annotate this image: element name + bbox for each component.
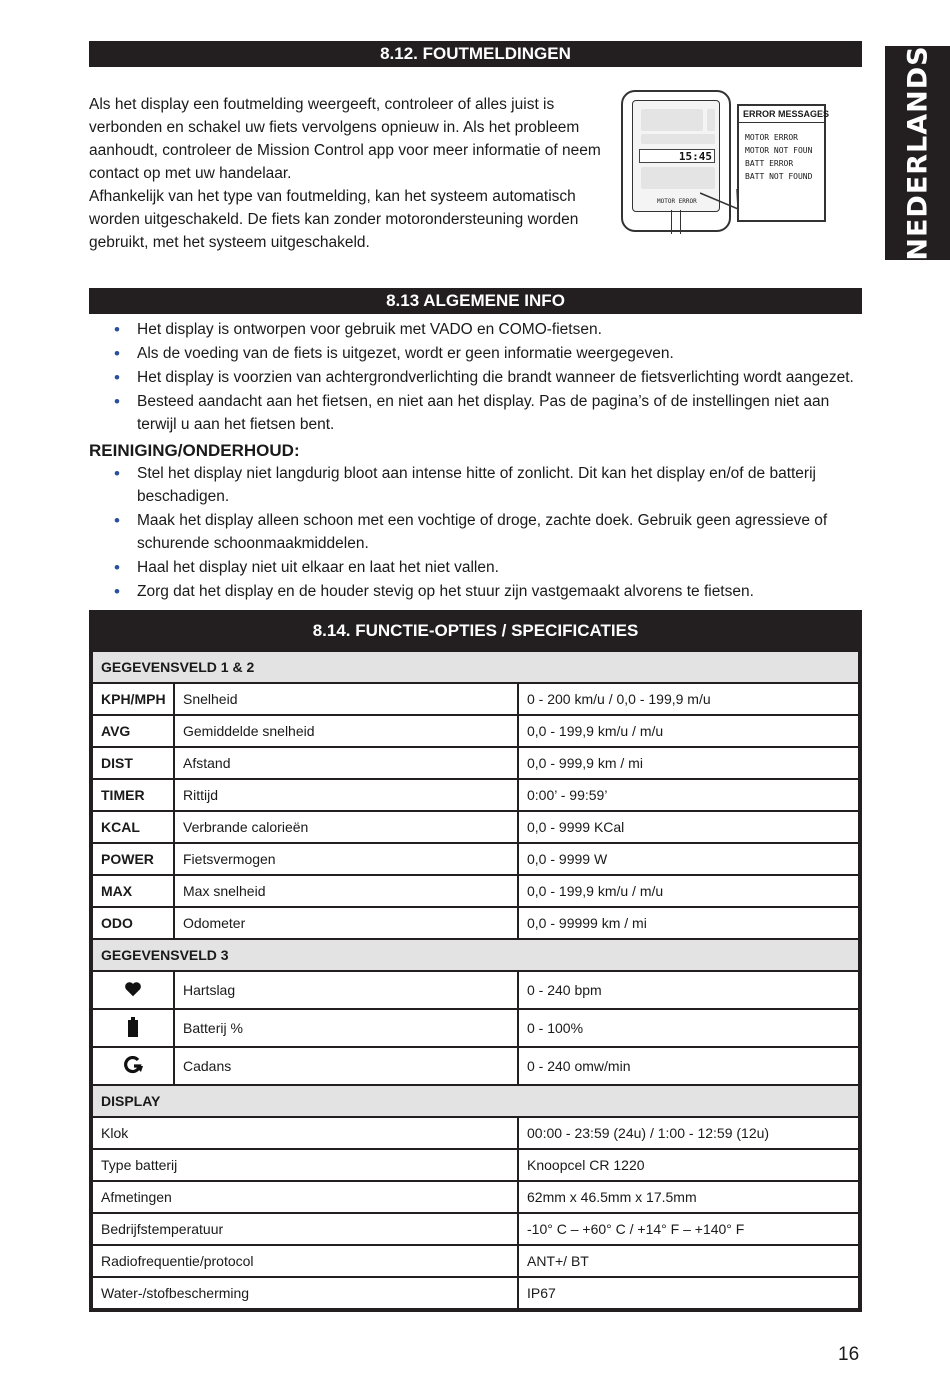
table-row <box>92 1245 859 1277</box>
table-cell: Max snelheid <box>174 875 518 907</box>
section-812-title: 8.12. FOUTMELDINGEN <box>89 41 862 67</box>
table-cell: Fietsvermogen <box>174 843 518 875</box>
table-row <box>92 683 859 715</box>
list-item: • Besteed aandacht aan het fietsen, en niet aan het display. Pas de pagina’s of de instellingen niet aan terwijl u aan het fietsen bent. <box>89 390 862 436</box>
table-cell: AVG <box>92 715 174 747</box>
error-message: MOTOR ERROR <box>745 133 798 142</box>
table-cell: POWER <box>92 843 174 875</box>
table-cell: 0:00’ - 99:59’ <box>518 779 859 811</box>
table-cell: Odometer <box>174 907 518 939</box>
table-cell: 00:00 - 23:59 (24u) / 1:00 - 12:59 (12u) <box>518 1117 859 1149</box>
table-row <box>92 843 859 875</box>
cleaning-list <box>89 462 862 604</box>
battery-icon <box>92 1009 174 1047</box>
section-812-text <box>89 93 609 254</box>
table-cell: ODO <box>92 907 174 939</box>
text-line: Als het display een foutmelding weergeeft, controleer of alles juist is <box>89 96 555 113</box>
general-info-list <box>89 318 862 437</box>
table-row <box>92 779 859 811</box>
spec-table <box>91 650 860 1310</box>
table-cell: 0 - 240 omw/min <box>518 1047 859 1085</box>
text-line: verbonden en schakel uw fiets vervolgens opnieuw in. Als het probleem <box>89 119 580 136</box>
table-cell: 0,0 - 199,9 km/u / m/u <box>518 875 859 907</box>
list-item: • Maak het display alleen schoon met een vochtige of droge, zachte doek. Gebruik geen agressieve of schurende schoonmaakmiddelen. <box>89 509 862 555</box>
list-item: • Als de voeding van de fiets is uitgezet, wordt er geen informatie weergegeven. <box>89 342 862 365</box>
text-line: gebruikt, met het systeem uitgeschakeld. <box>89 234 370 251</box>
table-cell: 0,0 - 99999 km / mi <box>518 907 859 939</box>
spec-table-panel <box>89 610 862 1312</box>
table-cell: Batterij % <box>174 1009 518 1047</box>
table-cell: 0,0 - 199,9 km/u / m/u <box>518 715 859 747</box>
table-cell: Bedrijfstemperatuur <box>92 1213 518 1245</box>
list-item: • Zorg dat het display en de houder stevig op het stuur zijn vastgemaakt alvorens te fietsen. <box>89 580 862 603</box>
table-cell: DIST <box>92 747 174 779</box>
group-header: DISPLAY <box>92 1085 859 1117</box>
device-error-text: MOTOR ERROR <box>657 198 697 205</box>
table-row <box>92 715 859 747</box>
table-cell: 0,0 - 9999 W <box>518 843 859 875</box>
table-cell: IP67 <box>518 1277 859 1309</box>
error-message: BATT NOT FOUND <box>745 172 813 181</box>
table-row <box>92 1213 859 1245</box>
device-time-bar <box>639 149 715 163</box>
table-row <box>92 907 859 939</box>
device-strap <box>671 210 681 234</box>
cleaning-heading: REINIGING/ONDERHOUD: <box>89 441 300 460</box>
table-cell: Rittijd <box>174 779 518 811</box>
list-item: • Het display is voorzien van achtergrondverlichting die brandt wanneer de fietsverlichting wordt aangezet. <box>89 366 862 389</box>
table-cell: ANT+/ BT <box>518 1245 859 1277</box>
table-cell: 62mm x 46.5mm x 17.5mm <box>518 1181 859 1213</box>
table-cell: Type batterij <box>92 1149 518 1181</box>
table-row <box>92 971 859 1009</box>
text-line: worden uitgeschakeld. De fiets kan zonder motorondersteuning worden <box>89 211 579 228</box>
table-row <box>92 811 859 843</box>
heart-icon <box>92 971 174 1009</box>
table-cell: Knoopcel CR 1220 <box>518 1149 859 1181</box>
table-cell: 0 - 100% <box>518 1009 859 1047</box>
device-time: 15:45 <box>678 150 712 163</box>
table-cell: Snelheid <box>174 683 518 715</box>
error-messages-list <box>739 123 824 183</box>
text-line: aanhoudt, controleer de Mission Control app voor meer informatie of neem <box>89 142 601 159</box>
table-cell: Afstand <box>174 747 518 779</box>
table-cell: Radiofrequentie/protocol <box>92 1245 518 1277</box>
table-row <box>92 875 859 907</box>
table-cell: 0,0 - 999,9 km / mi <box>518 747 859 779</box>
table-cell: Cadans <box>174 1047 518 1085</box>
section-814-title: 8.14. FUNCTIE-OPTIES / SPECIFICATIES <box>91 612 860 650</box>
table-cell: Water-/stofbescherming <box>92 1277 518 1309</box>
table-cell: Klok <box>92 1117 518 1149</box>
list-item: • Haal het display niet uit elkaar en laat het niet vallen. <box>89 556 862 579</box>
table-row <box>92 1181 859 1213</box>
table-cell: KCAL <box>92 811 174 843</box>
error-message: BATT ERROR <box>745 159 794 168</box>
table-cell: KPH/MPH <box>92 683 174 715</box>
error-message: MOTOR NOT FOUN <box>745 146 813 155</box>
table-row <box>92 747 859 779</box>
list-item: • Stel het display niet langdurig bloot aan intense hitte of zonlicht. Dit kan het display en/of de batterij beschadigen. <box>89 462 862 508</box>
section-813-title: 8.13 ALGEMENE INFO <box>89 288 862 314</box>
group-header: GEGEVENSVELD 1 & 2 <box>92 651 859 683</box>
text-line: Afhankelijk van het type van foutmelding, kan het systeem automatisch <box>89 188 576 205</box>
list-item: • Het display is ontworpen voor gebruik met VADO en COMO-fietsen. <box>89 318 862 341</box>
page-number: 16 <box>838 1344 860 1365</box>
text-line: contact op met uw handelaar. <box>89 165 292 182</box>
table-row <box>92 1277 859 1309</box>
table-row <box>92 1117 859 1149</box>
table-row <box>92 1009 859 1047</box>
table-cell: Verbrande calorieën <box>174 811 518 843</box>
table-cell: Gemiddelde snelheid <box>174 715 518 747</box>
table-cell: -10° C – +60° C / +14° F – +140° F <box>518 1213 859 1245</box>
table-cell: TIMER <box>92 779 174 811</box>
language-tab-label: NEDERLANDS <box>902 45 933 261</box>
table-cell: 0 - 240 bpm <box>518 971 859 1009</box>
error-messages-box <box>737 104 830 222</box>
table-cell: MAX <box>92 875 174 907</box>
table-cell: Afmetingen <box>92 1181 518 1213</box>
table-cell: 0,0 - 9999 KCal <box>518 811 859 843</box>
table-cell: Hartslag <box>174 971 518 1009</box>
table-row <box>92 1149 859 1181</box>
language-tab <box>885 46 950 260</box>
group-header: GEGEVENSVELD 3 <box>92 939 859 971</box>
cadence-icon <box>92 1047 174 1085</box>
error-messages-title: ERROR MESSAGES <box>739 106 824 123</box>
table-row <box>92 1047 859 1085</box>
table-cell: 0 - 200 km/u / 0,0 - 199,9 m/u <box>518 683 859 715</box>
